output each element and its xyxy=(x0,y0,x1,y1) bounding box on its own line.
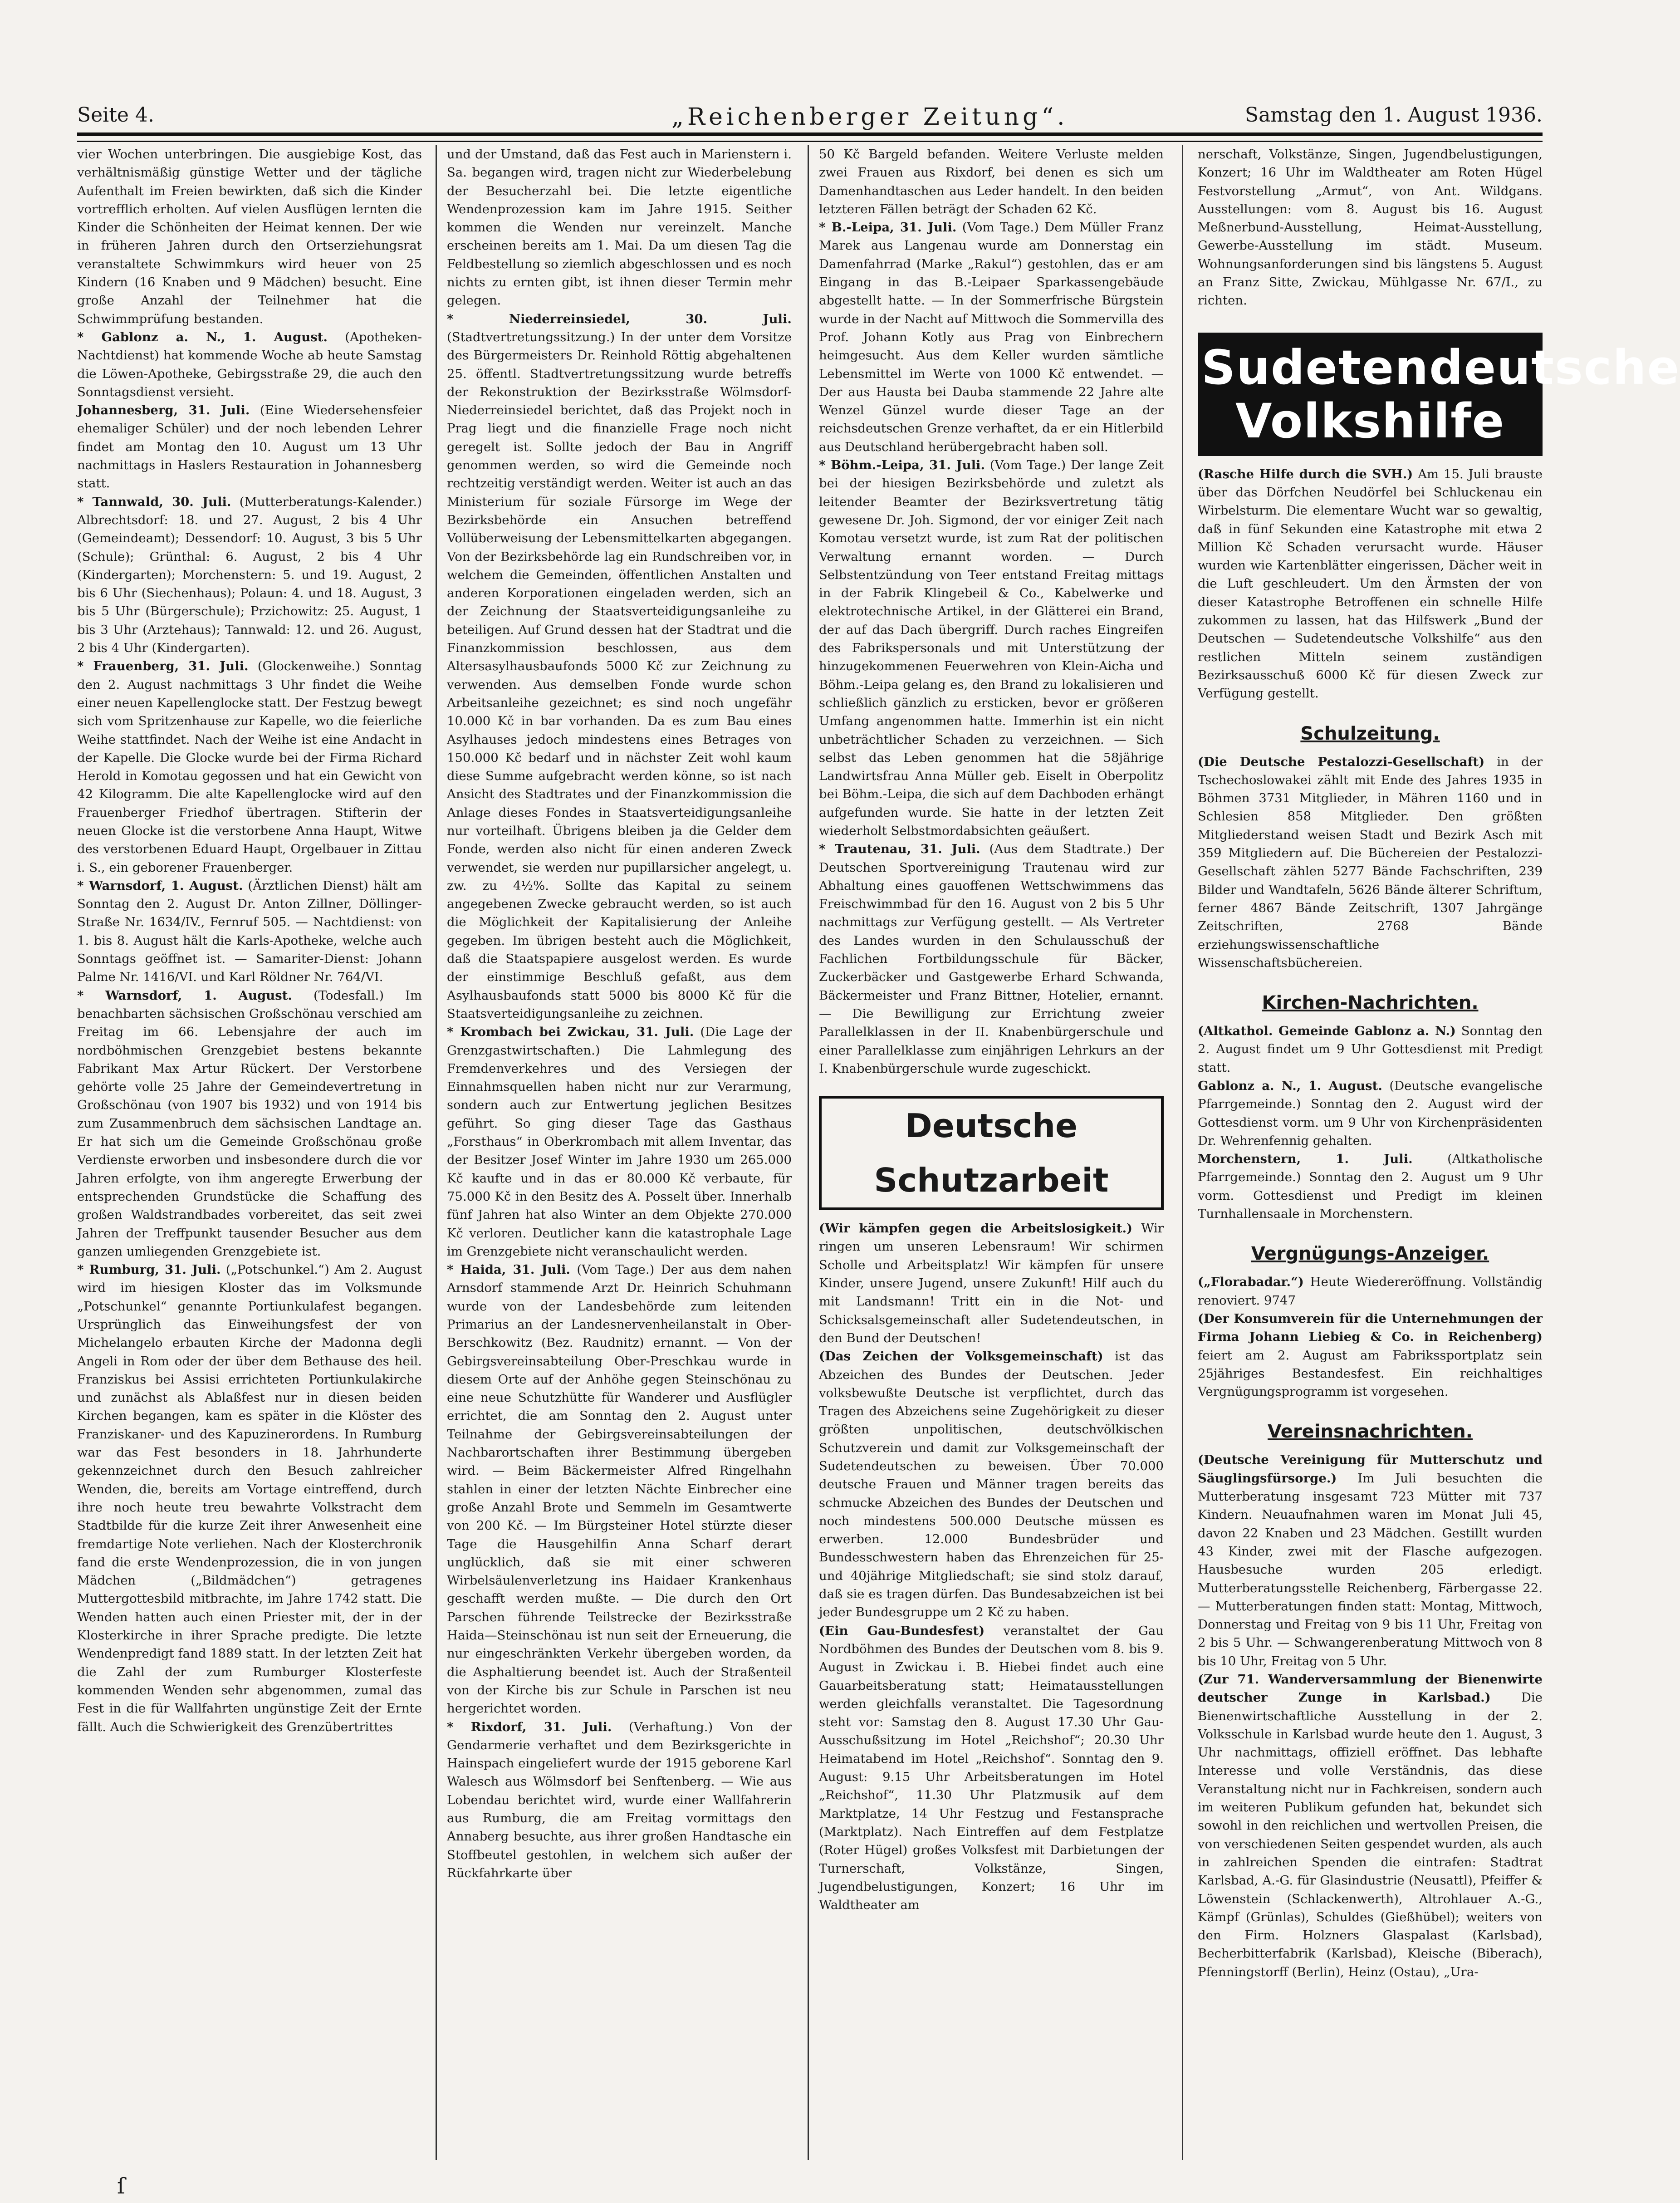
article-text: (Die Lage der Grenzgastwirtschaften.) Die Lahmlegung des Fremdenverkehres und des Versiegen der Einnahmsquellen haben nicht nur zur Verarmung, sondern auch zur Entwertung jeglichen Besitzes geführt. So ging dieser Tage das Gasthaus „Forsthaus“ in Oberkrombach mit allem Inventar, das der Besitzer Josef Winter im Jahre 1930 um 265.000 Kč kaufte und in das er 80.000 Kč verbaute, für 75.000 Kč in den Besitz des A. Posselt über. Innerhalb fünf Jahren hat also Winter an dem Objekte 270.000 Kč verloren. Deutlicher kann die katastrophale Lage im Grenzgebiete nicht veranschaulicht werden. xyxy=(447,1025,792,1259)
article-text: (Vom Tage.) Dem Müller Franz Marek aus Langenau wurde am Donnerstag ein Damenfahrrad (Marke „Rakul“) gestohlen, das er am Eingang in das B.-Leipaer Sparkassengebäude abgestellt hatte. — In der Sommerfrische Bürgstein wurde in der Nacht auf Mittwoch die Sommervilla des Prof. Johann Kotly aus Prag von Einbrechern heimgesucht. Aus dem Keller wurden sämtliche Lebensmittel im Werte von 1000 Kč entwendet. — Der aus Hausta bei Dauba stammende 22 Jahre alte Wenzel Günzel wurde dieser Tage an der reichsdeutschen Grenze verhaftet, da er ein Hitlerbild aus Deutschland herübergebracht haben soll. xyxy=(819,220,1164,454)
section-heading: Vereinsnachrichten. xyxy=(1268,1421,1473,1442)
article-paragraph xyxy=(819,218,1164,456)
article-dateline: * Warnsdorf, 1. August. xyxy=(77,878,243,893)
article-paragraph xyxy=(819,1622,1164,1914)
article-text: („Potschunkel.“) Am 2. August wird im hiesigen Kloster das im Volksmunde „Potschunkel“ genannte Portiunkulafest begangen. Ursprünglich das Einweihungsfest der von Michelangelo erbauten Kirche der Madonna degli Angeli in Rom oder der über dem Bethause des heil. Franziskus bei Assisi errichteten Portiunkulakirche und zunächst als Ablaßfest nur in diesen beiden Kirchen begangen, kam es später in die Klöster des Franziskaner- und des Kapuzinerordens. In Rumburg war das Fest besonders in 18. Jahrhunderte gekennzeichnet durch den Besuch zahlreicher Wenden, die, bereits am Vortage eintreffend, durch ihre noch heute treu bewahrte Volkstracht dem Stadtbilde für die kurze Zeit ihrer Anwesenheit eine fremdartige Note verliehen. Nach der Klosterchronik fand die erste Wendenprozession, die in von jungen Mädchen („Bildmädchen“) getragenes Muttergottesbild mitbrachte, im Jahre 1742 statt. Die Wenden hatten auch einen Priester mit, der in der Klosterkirche in ihrer Sprache predigte. Die letzte Wendenpredigt fand 1889 statt. In der letzten Zeit hat die Zahl der zum Rumburger Klosterfeste kommenden Wenden sehr abgenommen, zumal das Fest in die für Wallfahrten ungünstige Zeit der Ernte fällt. Auch die Schwierigkeit des Grenzübertrittes xyxy=(77,1262,422,1734)
article-text: (Aus dem Stadtrate.) Der Deutschen Sportvereinigung Trautenau wird zur Abhaltung eines gauoffenen Wettschwimmens das Freischwimmbad für den 16. August von 2 bis 5 Uhr nachmittags zur Verfügung gestellt. — Als Vertreter des Landes wurden in den Schulausschuß der Fachlichen Fortbildungsschule für Bäcker, Zuckerbäcker und Gastgewerbe Erhard Schwanda, Bäckermeister und Franz Bittner, Hotelier, ernannt. — Die Bewilligung zur Errichtung zweier Parallelklassen in der II. Knabenbürgerschule und einer Parallelklasse zum einjährigen Lehrkurs an der I. Knabenbürgerschule wurde zugeschickt. xyxy=(819,842,1164,1076)
article-text: feiert am 2. August am Fabrikssportplatz sein 25jähriges Bestandesfest. Ein reichhaltiges Vergnügungsprogramm ist vorgesehen. xyxy=(1198,1348,1543,1399)
newspaper-title: „Reichenberger Zeitung“. xyxy=(671,103,1068,131)
article-dateline: * B.-Leipa, 31. Juli. xyxy=(819,220,957,235)
section-banner: Sudetendeutsche Volkshilfe xyxy=(1198,333,1543,456)
article-text: Die Bienenwirtschaftliche Ausstellung in der 2. Volksschule in Karlsbad wurde heute den 1. August, 3 Uhr nachmittags, offiziell eröffnet. Das lebhafte Interesse und volle Verständnis, das diese Veranstaltung nicht nur in Fachkreisen, sondern auch im weiteren Publikum gefunden hat, bekundet sich sowohl in den reichlichen und wertvollen Preisen, die von verschiedenen Seiten gespendet wurden, als auch in zahlreichen Spenden die eintrafen: Stadtrat Karlsbad, A.-G. für Glasindustrie (Neusattl), Pfeiffer & Löwenstein (Schlackenwerth), Altrohlauer A.-G., Kämpf (Grünlas), Schuldes (Gießhübel); weiters von den Firm. Holzners Glaspalast (Karlsbad), Becherbitterfabrik (Karlsbad), Kleische (Biberach), Pfenningstorff (Berlin), Heinz (Ostau), „Ura- xyxy=(1198,1690,1543,1979)
section-heading: Vergnügungs-Anzeiger. xyxy=(1251,1243,1489,1265)
article-paragraph xyxy=(1198,1310,1543,1401)
article-text: (Vom Tage.) Der aus dem nahen Arnsdorf stammende Arzt Dr. Heinrich Schuhmann wurde von der Landesbehörde zum leitenden Primarius an der Landesnervenheilanstalt in Ober-Berschkowitz (Bez. Raudnitz) ernannt. — Von der Gebirgsvereinsabteilung Ober-Preschkau wurde in diesem Orte auf der Anhöhe gegen Steinschönau zu eine neue Schutzhütte für Wanderer und Ausflügler errichtet, die am Sonntag den 2. August unter Teilnahme der Gebirgsvereinsabteilungen der Nachbarortschaften ihrer Bestimmung übergeben wird. — Beim Bäckermeister Alfred Ringelhahn stahlen in einer der letzten Nächte Einbrecher eine große Anzahl Brote und Semmeln im Gesamtwerte von 200 Kč. — Im Bürgsteiner Hotel stürzte dieser Tage die Hausgehilfin Anna Scharf derart unglücklich, daß sie mit einer schweren Wirbelsäulenverletzung ins Haidaer Krankenhaus geschafft werden mußte. — Die durch den Ort Parschen führende Teilstrecke der Bezirksstraße Haida—Steinschönau ist nun seit der Erneuerung, die nur eingeschränkten Verkehr übergeben worden, da die Asphaltierung beendet ist. Auch der Straßenteil von der Kirche bis zur Schule in Parschen ist neu hergerichtet worden. xyxy=(447,1262,792,1716)
article-dateline: * Warnsdorf, 1. August. xyxy=(77,988,292,1003)
article-paragraph xyxy=(77,657,422,877)
article-paragraph xyxy=(819,456,1164,840)
article-text: (Glockenweihe.) Sonntag den 2. August nachmittags 3 Uhr findet die Weihe einer neuen Kapellenglocke statt. Der Festzug bewegt sich vom Spritzenhause zur Kapelle, wo die feierliche Weihe stattfindet. Nach der Weihe ist eine Andacht in der Kapelle. Die Glocke wurde bei der Firma Richard Herold in Komotau gegossen und hat ein Gewicht von 42 Kilogramm. Die alte Kapellenglocke wird auf den Frauenberger Friedhof übertragen. Stifterin der neuen Glocke ist die verstorbene Anna Haupt, Witwe des verstorbenen Eduard Haupt, Orgelbauer in Zittau i. S., ein geborener Frauenberger. xyxy=(77,659,422,875)
article-paragraph xyxy=(77,145,422,328)
article-text: Im Juli besuchten die Mutterberatung insgesamt 723 Mütter mit 737 Kindern. Neuaufnahmen waren im Monat Juli 45, davon 22 Knaben und 23 Mädchen. Gestillt wurden 43 Kinder, zwei mit der Flasche aufgezogen. Hausbesuche wurden 205 erledigt. Mutterberatungsstelle Reichenberg, Färbergasse 22. — Mutterberatungen finden statt: Montag, Mittwoch, Donnerstag und Freitag von 9 bis 11 Uhr, Freitag von 2 bis 5 Uhr. — Schwangerenberatung Mittwoch von 8 bis 10 Uhr, Freitag von 5 Uhr. xyxy=(1198,1471,1543,1668)
article-text: (Stadtvertretungssitzung.) In der unter dem Vorsitze des Bürgermeisters Dr. Reinhold Röttig abgehaltenen 25. öffentl. Stadtvertretungssitzung wurde betreffs der Rekonstruktion der Bezirksstraße Wölmsdorf-Niederreinsiedel berichtet, daß das Projekt noch in Prag liegt und die finanzielle Frage noch nicht geregelt ist. Sollte jedoch der Bau in Angriff genommen werden, so wird die Gemeinde noch rechtzeitig verständigt werden. Weiter ist auch an das Ministerium für soziale Fürsorge im Wege der Bezirksbehörde ein Ansuchen betreffend Vollüberweisung der Lebensmittelkarten abgegangen. Von der Bezirksbehörde lag ein Rundschreiben vor, in welchem die Gemeinden, öffentlichen Anstalten und anderen Korporationen eingeladen werden, sich an der Zeichnung der Staatsverteidigungsanleihe zu beteiligen. Auf Grund dessen hat der Stadtrat und die Finanzkommission beschlossen, aus dem Altersasylhausbaufonds 5000 Kč zur Zeichnung zu verwenden. Aus demselben Fonde wurde schon Arbeitsanleihe gezeichnet; es sind noch ungefähr 10.000 Kč in bar vorhanden. Da es zum Bau eines Asylhauses jedoch mindestens eines Betrages von 150.000 Kč bedarf und in nächster Zeit wohl kaum diese Summe aufgebracht werden könne, so ist nach Ansicht des Stadtrates und der Finanzkommission die Anlage dieses Fondes in Staatsverteidigungsanleihe nur vorteilhaft. Übrigens bleiben ja die Gelder dem Fonde, werden also nicht für einen anderen Zweck verwendet, sie werden nur pupillarsicher angelegt, u. zw. zu 4½%. Sollte das Kapital zu seinem angegebenen Zwecke gebraucht werden, so ist auch die Möglichkeit der Kapitalisierung der Anleihe gegeben. Im übrigen besteht auch die Möglichkeit, daß die Staatspapiere ausgelost werden. Es wurde der einstimmige Beschluß gefaßt, aus dem Asylhausbaufonds statt 5000 bis 8000 Kč für die Staatsverteidigungsanleihe zu zeichnen. xyxy=(447,329,792,1021)
article-paragraph xyxy=(1198,1451,1543,1670)
page-header xyxy=(77,103,1543,135)
column-divider xyxy=(1182,145,1183,2160)
section-banner: Deutsche Schutzarbeit xyxy=(819,1096,1164,1210)
article-text: vier Wochen unterbringen. Die ausgiebige Kost, das verhältnismäßig günstige Wetter und der tägliche Aufenthalt im Freien bewirkten, daß sich die Kinder vortrefflich erholten. Auf vielen Ausflügen lernten die Kinder die Schönheiten der Heimat kennen. Der wie in früheren Jahren durch den Ortserziehungsrat veranstaltete Schwimmkurs wird heuer von 25 Kindern (16 Knaben und 9 Mädchen) besucht. Eine große Anzahl der Teilnehmer hat die Schwimmprüfung bestanden. xyxy=(77,147,422,326)
article-dateline: (Der Konsumverein für die Unternehmungen der Firma Johann Liebieg & Co. in Reichenberg) xyxy=(1198,1311,1543,1344)
article-text: Wir ringen um unseren Lebensraum! Wir schirmen Scholle und Arbeitsplatz! Wir kämpfen für unsere Kinder, unsere Jugend, unsere Zukunft! Hilf auch du mit Landsmann! Tritt ein in die Not- und Schicksalsgemeinschaft aller Sudetendeutschen, in den Bund der Deutschen! xyxy=(819,1221,1164,1345)
article-text: (Todesfall.) Im benachbarten sächsischen Großschönau verschied am Freitag im 66. Lebensjahre der auch im nordböhmischen Grenzgebiet bestens bekannte Fabrikant Max Artur Rückert. Der Verstorbene gehörte volle 25 Jahre der Gemeindevertretung in Großschönau (von 1907 bis 1932) und von 1914 bis zum Zusammenbruch dem sächsischen Landtage an. Er hat sich um die Gemeinde Großschönau große Verdienste erworben und insbesondere durch die vor Jahren erfolgte, von ihm angeregte Erwerbung der entsprechenden Grundstücke die Schaffung des großen Waldstrandbades vorbereitet, das seit zwei Jahren der Treffpunkt tausender Besucher aus dem ganzen umliegenden Grenzgebiete ist. xyxy=(77,988,422,1259)
article-paragraph xyxy=(1198,145,1543,310)
column-divider xyxy=(436,145,437,2160)
article-dateline: * Trautenau, 31. Juli. xyxy=(819,842,980,857)
article-text: veranstaltet der Gau Nordböhmen des Bundes der Deutschen vom 8. bis 9. August in Zwickau i. B. Hiebei findet auch eine Gauarbeitsberatung statt; Heimatausstellungen werden gleichfalls veranstaltet. Die Tagesordnung steht vor: Samstag den 8. August 17.30 Uhr Gau-Ausschußsitzung im Hotel „Reichshof“; 20.30 Uhr Heimatabend im Hotel „Reichshof“. Sonntag den 9. August: 9.15 Uhr Arbeitsberatungen im Hotel „Reichshof“, 11.30 Uhr Platzmusik auf dem Marktplatze, 14 Uhr Festzug und Festansprache (Marktplatz). Nach Eintreffen auf dem Festplatze (Roter Hügel) großes Volksfest mit Darbietungen der Turnerschaft, Volkstänze, Singen, Jugendbelustigungen, Konzert; 16 Uhr im Waldtheater am xyxy=(819,1623,1164,1913)
article-text: ist das Abzeichen des Bundes der Deutschen. Jeder volksbewußte Deutsche ist verpflichtet, durch das Tragen des Abzeichens seine Zugehörigkeit zu dieser größten unpolitischen, deutschvölkischen Schutzverein und damit zur Volksgemeinschaft der Sudetendeutschen zu beweisen. Über 70.000 deutsche Frauen und Männer tragen bereits das schmucke Abzeichen des Bundes der Deutschen und noch mindestens 500.000 Deutsche müssen es erwerben. 12.000 Bundesbrüder und Bundesschwestern haben das Ehrenzeichen für 25- und 40jährige Mitgliedschaft; sie sind stolz darauf, daß sie es tragen dürfen. Das Bundesabzeichen ist bei jeder Bundesgruppe um 2 Kč zu haben. xyxy=(819,1349,1164,1620)
article-paragraph xyxy=(819,145,1164,218)
article-text: Heute Wiedereröffnung. Vollständig renoviert. 9747 xyxy=(1198,1275,1543,1308)
article-paragraph xyxy=(77,877,422,986)
article-dateline: * Frauenberg, 31. Juli. xyxy=(77,659,249,674)
column-divider xyxy=(808,145,809,2160)
article-paragraph xyxy=(77,493,422,657)
header-rule xyxy=(77,132,1543,142)
article-text: (Ärztlichen Dienst) hält am Sonntag den 2. August Dr. Anton Zillner, Döllinger-Straße Nr. 1634/IV., Fernruf 505. — Nachtdienst: von 1. bis 8. August hält die Karls-Apotheke, welche auch Sonntags geöffnet ist. — Samariter-Dienst: Johann Palme Nr. 1416/VI. und Karl Röldner Nr. 764/VI. xyxy=(77,878,422,985)
column-3 xyxy=(819,145,1164,2160)
article-paragraph xyxy=(1198,1022,1543,1077)
article-text: (Apotheken-Nachtdienst) hat kommende Woche ab heute Samstag die Löwen-Apotheke, Gebirgsstraße 29, die auch den Sonntagsdienst versieht. xyxy=(77,329,422,399)
article-text: (Eine Wiedersehensfeier ehemaliger Schüler) und der noch lebenden Lehrer findet am Montag den 10. August um 13 Uhr nachmittags in Haslers Restauration in Johannesberg statt. xyxy=(77,403,422,491)
article-dateline: (Die Deutsche Pestalozzi-Gesellschaft) xyxy=(1198,754,1485,769)
article-dateline: * Böhm.-Leipa, 31. Juli. xyxy=(819,458,985,473)
article-paragraph xyxy=(819,1219,1164,1347)
article-paragraph xyxy=(447,1023,792,1261)
article-paragraph xyxy=(77,1261,422,1736)
article-paragraph xyxy=(77,986,422,1261)
article-dateline: * Rumburg, 31. Juli. xyxy=(77,1262,221,1277)
article-text: Sonntag den 2. August findet um 9 Uhr Gottesdienst mit Predigt statt. xyxy=(1198,1024,1543,1075)
column-1 xyxy=(77,145,422,2160)
issue-date: Samstag den 1. August 1936. xyxy=(1244,103,1543,127)
article-dateline: * Rixdorf, 31. Juli. xyxy=(447,1719,612,1734)
article-dateline: (Das Zeichen der Volksgemeinschaft) xyxy=(819,1349,1103,1364)
section-heading: Schulzeitung. xyxy=(1300,723,1440,744)
article-text: nerschaft, Volkstänze, Singen, Jugendbelustigungen, Konzert; 16 Uhr im Waldtheater am Roten Hügel Festvorstellung „Armut“, von Ant. Wildgans. Ausstellungen: vom 8. August bis 16. August Meßnerbund-Ausstellung, Heimat-Ausstellung, Gewerbe-Ausstellung im städt. Museum. Wohnungsanforderungen sind bis längstens 5. August an Franz Sitte, Zwickau, Mühlgasse Nr. 67/I., zu richten. xyxy=(1198,147,1543,308)
article-paragraph xyxy=(1198,465,1543,703)
article-dateline: * Haida, 31. Juli. xyxy=(447,1262,571,1277)
article-paragraph xyxy=(819,840,1164,1078)
article-text: Am 15. Juli brauste über das Dörfchen Neudörfel bei Schluckenau ein Wirbelsturm. Die elementare Wucht war so gewaltig, daß in fünf Sekunden eine Katastrophe mit etwa 2 Million Kč Schaden verursacht wurde. Häuser wurden wie Kartenblätter eingerissen, Dächer weit in die Luft geschleudert. Um den Ärmsten der von dieser Katastrophe Betroffenen ein schnelle Hilfe zukommen zu lassen, hat das Hilfswerk „Bund der Deutschen — Sudetendeutsche Volkshilfe“ aus den restlichen Mitteln seinem zuständigen Bezirksausschuß 6000 Kč für diesen Zweck zur Verfügung gestellt. xyxy=(1198,466,1543,701)
article-text: (Deutsche evangelische Pfarrgemeinde.) Sonntag den 2. August wird der Gottesdienst vorm. um 9 Uhr von Kirchenpräsidenten Dr. Wehrenfennig gehalten. xyxy=(1198,1078,1543,1148)
article-text: (Vom Tage.) Der lange Zeit bei der hiesigen Bezirksbehörde und zuletzt als leitender Beamter der Bezirksvertretung tätig gewesene Dr. Joh. Sigmond, der vor einiger Zeit nach Komotau versetzt wurde, ist zum Rat der politischen Verwaltung ernannt worden. — Durch Selbstentzündung von Teer entstand Freitag mittags in der Fabrik Klingebeil & Co., Kabelwerke und elektrotechnische Artikel, in der Glätterei ein Brand, der auf das Dach übergriff. Durch raches Eingreifen des Fabrikspersonals und mit Unterstützung der hinzugekommenen Feuerwehren von Klein-Aicha und Böhm.-Leipa gelang es, den Brand zu lokalisieren und schließlich gänzlich zu ersticken, bevor er größeren Umfang angenommen hatte. Immerhin ist ein nicht unbeträchtlicher Schaden zu verzeichnen. — Sich selbst das Leben genommen hat die 58jährige Landwirtsfrau Anna Müller geb. Eiselt in Oberpolitz bei Böhm.-Leipa, die sich auf dem Dachboden erhängt aufgefunden wurde. Sie hatte in der letzten Zeit wiederholt Selbstmordabsichten geäußert. xyxy=(819,458,1164,838)
article-text: in der Tschechoslowakei zählt mit Ende des Jahres 1935 in Böhmen 3731 Mitglieder, in Mähren 1160 und in Schlesien 858 Mitglieder. Den größten Mitgliederstand weisen Stadt und Bezirk Asch mit 359 Mitgliedern auf. Die Büchereien der Pestalozzi-Gesellschaft zählen 5277 Bände Fachschriften, 239 Bilder und Wandtafeln, 5626 Bände älterer Schriftum, ferner 4867 Bände Zeitschrift, 1307 Jahrgänge Zeitschriften, 2768 Bände erziehungswissenschaftliche Wissenschaftsbüchereien. xyxy=(1198,754,1543,970)
column-2 xyxy=(447,145,792,2160)
article-text: und der Umstand, daß das Fest auch in Marienstern i. Sa. begangen wird, tragen nicht zur Wiederbelebung der Besucherzahl bei. Die letzte eigentliche Wendenprozession kam im Jahre 1915. Seither kommen die Wenden nur vereinzelt. Manche erscheinen bereits am 1. Mai. Da um diesen Tag die Feldbestellung so ziemlich abgeschlossen und es noch nichts zu ernten gibt, ist ihnen dieser Termin mehr gelegen. xyxy=(447,147,792,308)
article-paragraph xyxy=(1198,1670,1543,1981)
article-paragraph xyxy=(447,310,792,1023)
article-paragraph xyxy=(77,328,422,401)
article-paragraph xyxy=(77,401,422,492)
article-dateline: Gablonz a. N., 1. August. xyxy=(1198,1078,1382,1093)
article-text: (Mutterberatungs-Kalender.) Albrechtsdorf: 18. und 27. August, 2 bis 4 Uhr (Gemeindeamt); Dessendorf: 10. August, 3 bis 5 Uhr (Schule); Grünthal: 6. August, 2 bis 4 Uhr (Kindergarten); Morchenstern: 5. und 19. August, 2 bis 6 Uhr (Siechenhaus); Polaun: 4. und 18. August, 3 bis 5 Uhr (Bürgerschule); Przichowitz: 25. August, 1 bis 3 Uhr (Arztehaus); Tannwald: 12. und 26. August, 2 bis 4 Uhr (Kindergarten). xyxy=(77,494,422,656)
article-dateline: * Niederreinsiedel, 30. Juli. xyxy=(447,311,792,326)
article-dateline: (Altkathol. Gemeinde Gablonz a. N.) xyxy=(1198,1024,1456,1039)
article-dateline: * Krombach bei Zwickau, 31. Juli. xyxy=(447,1025,694,1040)
article-text: (Altkatholische Pfarrgemeinde.) Sonntag den 2. August um 9 Uhr vorm. Gottesdienst und Predigt im kleinen Turnhallensaale in Morchenstern. xyxy=(1198,1152,1543,1222)
article-dateline: (Ein Gau-Bundesfest) xyxy=(819,1623,985,1638)
article-dateline: (Rasche Hilfe durch die SVH.) xyxy=(1198,466,1413,481)
article-paragraph xyxy=(1198,753,1543,972)
article-dateline: (Deutsche Vereinigung für Mutterschutz und Säuglingsfürsorge.) xyxy=(1198,1452,1543,1486)
article-dateline: („Florabadar.“) xyxy=(1198,1275,1304,1290)
article-paragraph xyxy=(1198,1273,1543,1310)
article-dateline: * Gablonz a. N., 1. August. xyxy=(77,329,328,344)
article-dateline: (Zur 71. Wanderversammlung der Bienenwirte deutscher Zunge in Karlsbad.) xyxy=(1198,1672,1543,1705)
article-paragraph xyxy=(1198,1150,1543,1223)
article-paragraph xyxy=(447,1718,792,1883)
footer-mark: ſ xyxy=(117,2174,125,2199)
column-4 xyxy=(1198,145,1680,2160)
article-paragraph xyxy=(819,1347,1164,1621)
article-dateline: Morchenstern, 1. Juli. xyxy=(1198,1152,1413,1167)
article-paragraph xyxy=(447,145,792,310)
article-dateline: (Wir kämpfen gegen die Arbeitslosigkeit.) xyxy=(819,1221,1133,1236)
article-paragraph xyxy=(1198,1077,1543,1150)
article-text: (Verhaftung.) Von der Gendarmerie verhaftet und dem Bezirksgerichte in Hainspach eingeliefert wurde der 1915 geborene Karl Walesch aus Wölmsdorf bei Senftenberg. — Wie aus Lobendau berichtet wird, wurde einer Wallfahrerin aus Rumburg, die am Freitag vormittags den Annaberg besuchte, aus ihrer großen Handtasche ein Stoffbeutel gestohlen, in welchem sich außer der Rückfahrkarte über xyxy=(447,1719,792,1880)
article-paragraph xyxy=(447,1261,792,1717)
section-heading: Kirchen-Nachrichten. xyxy=(1262,992,1479,1014)
article-dateline: * Tannwald, 30. Juli. xyxy=(77,494,231,509)
article-text: 50 Kč Bargeld befanden. Weitere Verluste melden zwei Frauen aus Rixdorf, bei denen es sich um Damenhandtaschen aus Leder handelt. In den beiden letzteren Fällen beträgt der Schaden 62 Kč. xyxy=(819,147,1164,216)
article-dateline: Johannesberg, 31. Juli. xyxy=(77,403,250,418)
page-number: Seite 4. xyxy=(77,103,154,127)
